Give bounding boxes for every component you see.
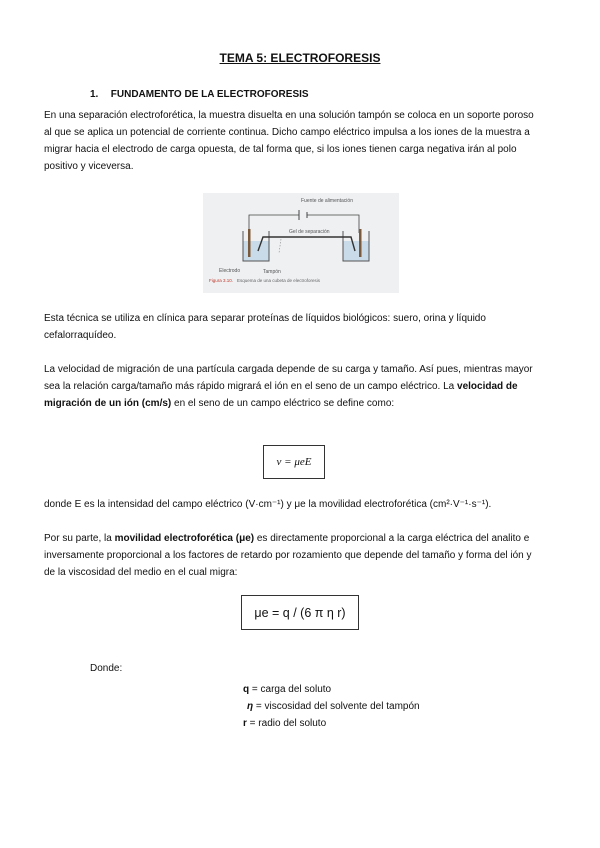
paragraph-migration-velocity: [44, 361, 544, 412]
velocity-text-b: en el seno de un campo eléctrico se define como:: [171, 398, 395, 409]
electrophoresis-diagram: [203, 193, 399, 293]
definition-q: q = carga del soluto: [243, 684, 332, 695]
definition-r: r = radio del soluto: [243, 718, 327, 729]
label-power-supply: Fuente de alimentación: [301, 198, 353, 204]
mobility-text-b: es directamente proporcional a la carga eléctrica del analito e inversamente proporcional a los factores de retardo por rozamiento que depende del tamaño y forma del ión y de la viscosidad del medio en el cual migra:: [44, 533, 532, 578]
velocity-text-a: La velocidad de migración de una partícula cargada depende de su carga y tamaño. Así pues, mientras mayor sea la relación carga/tamaño más rápido migrará el ión en el seno de un campo eléctrico. La: [44, 364, 533, 392]
label-buffer: Tampón: [263, 269, 281, 275]
section-number: 1.: [90, 89, 99, 100]
figure-caption-number: Figura 3.10.: [209, 278, 234, 283]
paragraph-intro: En una separación electroforética, la muestra disuelta en una solución tampón se coloca en un soporte poroso al que se aplica un potencial de corriente continua. Dicho campo eléctrico impulsa a los iones de la muestra a migrar hacia el electrodo de carga opuesta, de tal forma que, si los iones tienen carga negativa irán al polo positivo y viceversa.: [44, 110, 534, 172]
section-heading: [90, 89, 309, 100]
donde-label: Donde:: [90, 663, 123, 674]
mobility-equation: μe = q / (6 π η r): [241, 595, 359, 630]
paragraph-mobility: [44, 530, 544, 581]
label-support: Gel de separación: [289, 229, 330, 235]
paragraph-clinical-use: Esta técnica se utiliza en clínica para separar proteínas de líquidos biológicos: suero, orina y líquido cefalorraquídeo.: [44, 313, 486, 341]
definitions-list: [243, 681, 420, 732]
mobility-bold: movilidad electroforética (μe): [114, 533, 255, 544]
paragraph-where-E: donde E es la intensidad del campo eléctrico (V·cm⁻¹) y μe la movilidad electroforética (cm²·V⁻¹·s⁻¹).: [44, 499, 492, 510]
figure-caption-text: Esquema de una cubeta de electroforesis: [237, 278, 321, 283]
definition-eta: η = viscosidad del solvente del tampón: [247, 701, 420, 712]
mobility-text-a: Por su parte, la: [44, 533, 115, 544]
section-label: FUNDAMENTO DE LA ELECTROFORESIS: [110, 89, 309, 100]
velocity-equation: v = μeE: [263, 445, 325, 479]
page-title: TEMA 5: ELECTROFORESIS: [219, 51, 381, 65]
velocity-bold: velocidad de migración de un ión (cm/s): [44, 381, 518, 409]
label-electrode: Electrodo: [219, 268, 241, 274]
electrophoresis-figure: [203, 193, 399, 293]
